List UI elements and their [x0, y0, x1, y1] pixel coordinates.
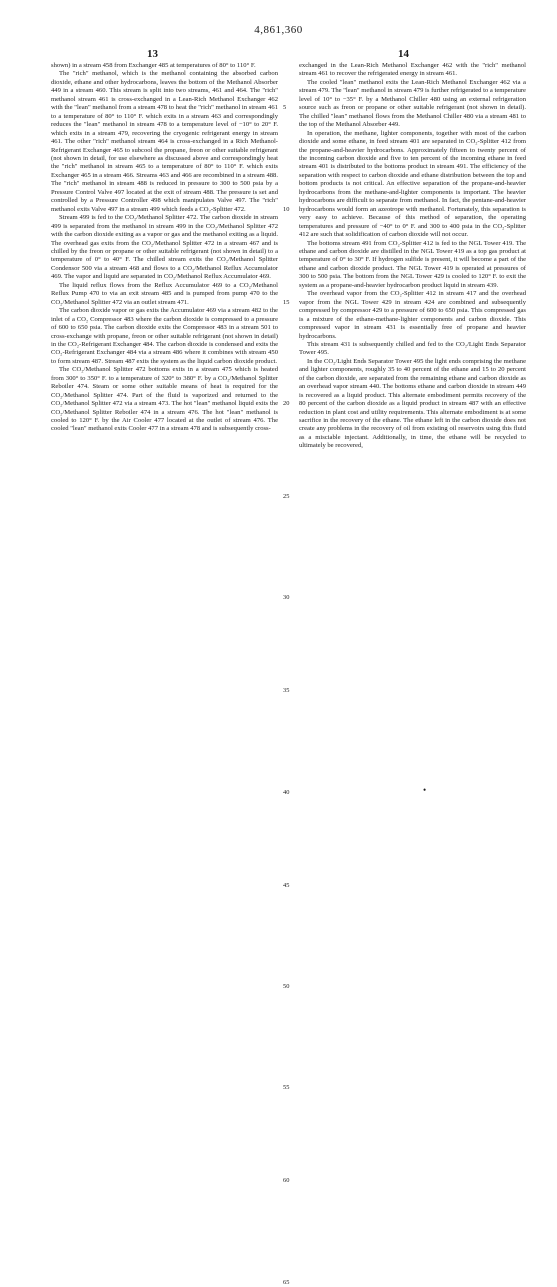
- line-number: 15: [283, 298, 290, 306]
- right-column-number: 14: [398, 48, 409, 60]
- line-number: 50: [283, 983, 290, 991]
- paragraph: The "rich" methanol, which is the methanol containing the absorbed carbon dioxide, ethane and other hydrocarbons, leaves the bottom of the Methanol Absorber 449 in a stream 460. This stream is split into two streams, 461 and 464. The "rich" methanol stream 461 is cross-exchanged in a Lean-Rich Methanol Exchanger 462 with the "lean" methanol from a stream 478 to heat the "rich" methanol in stream 461 to a temperature of 80° to 110° F. which exits in a stream 463 and correspondingly reduces the "lean" methanol in stream 478 to a temperature level of −10° to 20° F. which exits in a stream 479, recovering the cryogenic refrigerant energy in stream 461. The other "rich" methanol stream 464 is cross-exchanged in a Rich Methanol-Refrigerant Exchanger 465 to subcool the propane, freon or other suitable refrigerant (not shown in detail, for use elsewhere as discussed above and correspondingly heat the "rich" methanol in stream 465 to a temperature of 80° to 110° F. which exits Exchanger 465 in a stream 466. Streams 463 and 466 are recombined in a stream 488. The "rich" methanol in stream 488 is reduced in pressure to 300 to 500 psia by a Pressure Control Valve 497 located at the exit of stream 488. The pressure is set and controlled by a Pressure Controller 498 which manipulates Valve 497. The "rich" methanol exits Valve 497 in a stream 499 which feeds a CO₂-Splitter 472.: [51, 70, 278, 213]
- line-number: 25: [283, 492, 290, 500]
- line-number: 40: [283, 788, 290, 796]
- right-text-column: [299, 62, 526, 451]
- line-number: 45: [283, 881, 290, 889]
- paragraph: shown) in a stream 458 from Exchanger 485 at temperatures of 80° to 110° F.: [51, 62, 256, 69]
- line-number: 65: [283, 1278, 290, 1286]
- line-number: 5: [283, 104, 287, 112]
- paragraph: The CO₂/Methanol Splitter 472 bottoms exits in a stream 475 which is heated from 300° to 350° F. to a temperature of 320° to 380° F. by a CO₂/Methanol Splitter Reboiler 474. Steam or some other suitable means of heat is required for the CO₂/Methanol Splitter 474. Part of the fluid is vaporized and returned to the CO₂/Methanol Splitter 472 via a stream 473. The hot "lean" methanol liquid exits the CO₂/Methanol Splitter Reboiler 474 in a stream 476. The hot "lean" methanol is cooled to 120° F. by the Air Cooler 477 located at the outlet of stream 476. The cooled "lean" methanol exits Cooler 477 in a stream 478 and is subsequently cross-: [51, 366, 278, 433]
- line-number: 30: [283, 594, 290, 602]
- line-number: 60: [283, 1177, 290, 1185]
- left-column-number: 13: [147, 48, 158, 60]
- line-number: 10: [283, 205, 290, 213]
- paragraph: Stream 499 is fed to the CO₂/Methanol Splitter 472. The carbon dioxide in stream 499 is separated from the methanol in stream 499 in the CO₂/Methanol Splitter 472 with the carbon dioxide exiting as a vapor or gas and the methanol exiting as a liquid. The overhead gas exits from the CO₂/Methanol Splitter 472 in a stream 467 and is chilled by the freon or propane or other suitable refrigerant (not shown in detail) to a temperature of 0° to 40° F. The chilled stream exits the CO₂/Methanol Splitter Condensor 500 via a stream 468 and flows to a CO₂/Methanol Reflux Accumulator 469. The vapor and liquid are separated in CO₂/Methanol Reflux Accumulator 469.: [51, 214, 278, 281]
- paragraph: The cooled "lean" methanol exits the Lean-Rich Methanol Exchanger 462 via a stream 479. The "lean" methanol in stream 479 is further refrigerated to a temperature level of 10° to −35° F. by a Methanol Chiller 480 using an external refrigeration source such as freon or propane or other suitable refrigerant (not shown in detail). The chilled "lean" methanol flows from the Methanol Chiller 480 via a stream 481 to the top of the Methanol Absorber 449.: [299, 78, 526, 129]
- paragraph: This stream 431 is subsequently chilled and fed to the CO₂/Light Ends Separator Tower 495.: [299, 340, 526, 357]
- paragraph: The overhead vapor from the CO₂-Splitter 412 in stream 417 and the overhead vapor from the NGL Tower 429 in stream 424 are combined and subsequently compressed by compressor 429 to a pressure of 600 to 650 psia. This compressed gas is a mixture of the ethane-methane-lighter components and carbon dioxide. This compressed vapor in stream 431 is essentially free of propane and heavier hydrocarbons.: [299, 290, 526, 340]
- paragraph: The carbon dioxide vapor or gas exits the Accumulator 469 via a stream 482 to the inlet of a CO₂ Compressor 483 where the carbon dioxide is compressed to a pressure of 600 to 650 psia. The carbon dioxide exits the Compressor 483 in a stream 501 to cross-exchange with propane, freon or other suitable refrigerant (not shown in detail) in the CO₂-Refrigerant Exchanger 484. The carbon dioxide is condensed and exits the CO₂-Refrigerant Exchanger 484 via a stream 486 where it combines with stream 450 to form stream 487. Stream 487 exits the system as the liquid carbon dioxide product.: [51, 307, 278, 365]
- line-number: 35: [283, 687, 290, 695]
- paragraph: The liquid reflux flows from the Reflux Accumulator 469 to a CO₂/Methanol Reflux Pump 470 to via an exit stream 485 and is pumped from pump 470 to the CO₂/Methanol Splitter 472 via an outlet stream 471.: [51, 281, 278, 306]
- paragraph: In the CO₂/Light Ends Separator Tower 495 the light ends comprising the methane and lighter components, roughly 35 to 40 percent of the ethane and 15 to 20 percent of the carbon dioxide, are separated from the remaining ethane and carbon dioxide as an overhead vapor stream 440. The bottoms ethane and carbon dioxide in stream 449 is recovered as a liquid product. This alternate embodiment permits recovery of the 80 percent of the carbon dioxide as a liquid product in stream 487 with an effective reduction in plant cost and utility requirements. This alternate embodiment is at some sacrifice in the recovery of the ethane. The ethane left in the carbon dioxide does not create any problems in the recovery of oil from existing oil reservoirs using this fluid as a misciable injectant. Additionally, in time, the ethane will be recycled to ultimately be recovered,: [299, 357, 526, 450]
- patent-number: 4,861,360: [254, 24, 303, 36]
- left-text-column: [51, 62, 278, 434]
- paragraph: The bottoms stream 491 from CO₂-Splitter 412 is fed to the NGL Tower 419. The ethane and carbon dioxide are distilled in the NGL Tower 419 as a top gas product at temperature of 0° to 30° F. If hydrogen sulfide is present, it will become a part of the ethane and carbon dioxide product. The NGL Tower 419 is operated at pressures of 300 to 500 psia. The bottom from the NGL Tower 429 is cooled to 120° F. to exit the system as a propane-and-heavier hydrocarbon product liquid in stream 439.: [299, 239, 526, 289]
- page-mark: •: [423, 785, 427, 795]
- paragraph: In operation, the methane, lighter components, together with most of the carbon dioxide and some ethane, in feed stream 401 are separated in CO₂-Splitter 412 from the propane-and-heavier hydrocarbons. Approximately fifteen to twenty percent of the incoming carbon dioxide and five to ten percent of the incoming ethane in feed stream 401 is distributed to the bottoms product in stream 491. The efficiency of the separation with respect to carbon dioxide and ethane distribution between the top and bottom products is not critical. An effective separation of the propane-and-heavier hydrocarbons from the methane-and-lighter components is important. The heavier hydrocarbons are difficult to separate from methanol. In fact, the pentane-and-heavier hydrocarbons would form an azeotrope with methanol. Fortunately, this separation is very easy to achieve. Because of this method of separation, the operating temperatures and pressure of −40° to 0° F. and 300 to 400 psia in the CO₂-Splitter 412 are such that solidification of carbon dioxide will not occur.: [299, 129, 526, 239]
- paragraph: exchanged in the Lean-Rich Methanol Exchanger 462 with the "rich" methanol stream 461 to recover the refrigerated energy in stream 461.: [299, 62, 526, 78]
- line-number: 55: [283, 1084, 290, 1092]
- line-number: 20: [283, 400, 290, 407]
